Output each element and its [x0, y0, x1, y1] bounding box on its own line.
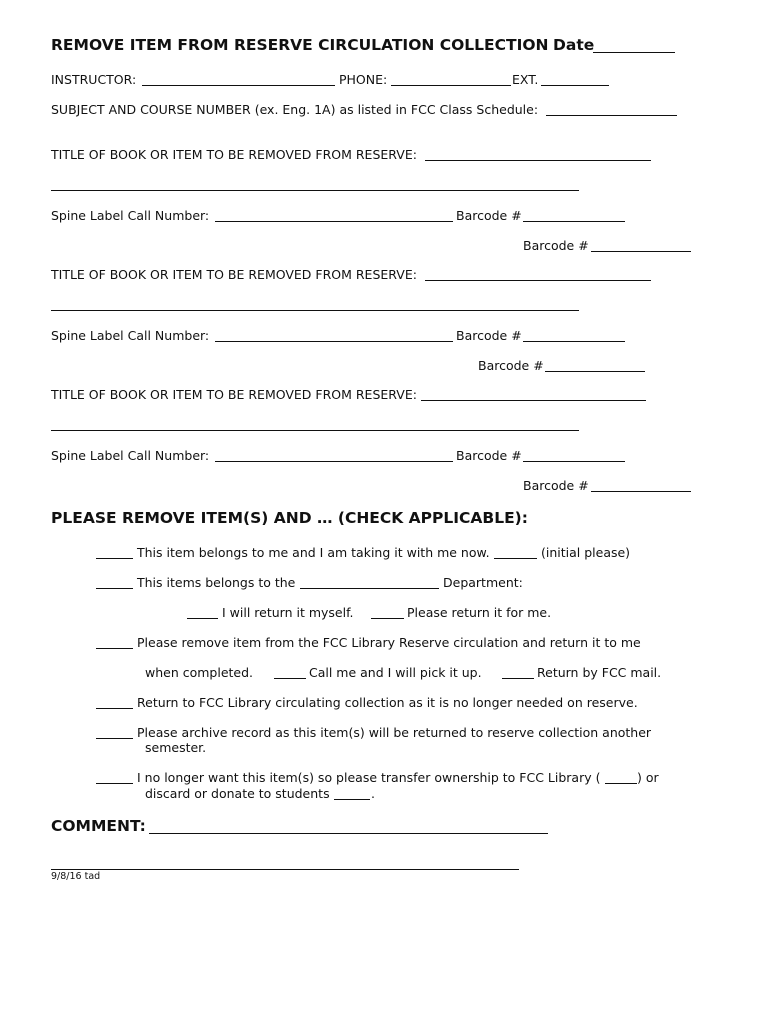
item-3-spine-field[interactable] — [215, 461, 453, 462]
option-3-text: Please remove item from the FCC Library Reserve circulation and return it to me — [137, 635, 641, 650]
option-1-text: This item belongs to me and I am taking it with me now. — [137, 545, 490, 560]
item-2-title-label: TITLE OF BOOK OR ITEM TO BE REMOVED FROM RESERVE: — [51, 267, 417, 282]
option-6-text-end: ) or — [637, 770, 659, 785]
option-6-text-continued: discard or donate to students — [145, 786, 330, 801]
option-2-department-label: Department: — [443, 575, 523, 590]
item-3-barcode-2-field[interactable] — [591, 491, 691, 492]
item-3-barcode-2-label: Barcode # — [523, 478, 589, 493]
item-2-barcode-label: Barcode # — [456, 328, 522, 343]
item-2-spine-label: Spine Label Call Number: — [51, 328, 210, 343]
option-5-text-continued: semester. — [145, 740, 207, 755]
option-3-sub-1-text: Call me and I will pick it up. — [309, 665, 482, 680]
option-2-sub-2-text: Please return it for me. — [407, 605, 552, 620]
option-3-when-text: when completed. — [145, 665, 254, 680]
ext-label: EXT. — [512, 72, 539, 87]
comment-label: COMMENT: — [51, 817, 146, 835]
item-1-title-label: TITLE OF BOOK OR ITEM TO BE REMOVED FROM RESERVE: — [51, 147, 417, 162]
option-4-checkbox-line[interactable] — [96, 708, 133, 709]
option-3-sub-1-checkbox-line[interactable] — [274, 678, 306, 679]
item-3-title-field[interactable] — [421, 400, 646, 401]
phone-label: PHONE: — [339, 72, 388, 87]
option-4-text: Return to FCC Library circulating collection as it is no longer needed on reserve. — [137, 695, 638, 710]
option-1-checkbox-line[interactable] — [96, 558, 133, 559]
item-1-barcode-2-field[interactable] — [591, 251, 691, 252]
item-1-barcode-label: Barcode # — [456, 208, 522, 223]
option-6-students-initial-field[interactable] — [334, 799, 370, 800]
footer-divider — [51, 869, 519, 870]
option-6-checkbox-line[interactable] — [96, 783, 133, 784]
item-2-barcode-field[interactable] — [523, 341, 625, 342]
item-3-barcode-field[interactable] — [523, 461, 625, 462]
item-1-title-field-continued[interactable] — [51, 190, 579, 191]
option-3-sub-2-text: Return by FCC mail. — [537, 665, 662, 680]
option-2-department-field[interactable] — [300, 588, 439, 589]
phone-field[interactable] — [391, 85, 511, 86]
option-6-text-continued-end: . — [371, 786, 375, 801]
item-2-title-field-continued[interactable] — [51, 310, 579, 311]
option-5-text: Please archive record as this item(s) will be returned to reserve collection another — [137, 725, 652, 740]
option-5-checkbox-line[interactable] — [96, 738, 133, 739]
instructor-label: INSTRUCTOR: — [51, 72, 137, 87]
revision-note: 9/8/16 tad — [51, 871, 101, 882]
date-field[interactable] — [593, 52, 675, 53]
option-2-text: This items belongs to the — [137, 575, 296, 590]
option-2-sub-2-checkbox-line[interactable] — [371, 618, 404, 619]
item-2-barcode-2-field[interactable] — [545, 371, 645, 372]
option-2-sub-1-checkbox-line[interactable] — [187, 618, 218, 619]
item-3-barcode-label: Barcode # — [456, 448, 522, 463]
option-3-checkbox-line[interactable] — [96, 648, 133, 649]
option-6-text: I no longer want this item(s) so please transfer ownership to FCC Library ( — [137, 770, 601, 785]
comment-field[interactable] — [149, 833, 548, 834]
item-3-title-label: TITLE OF BOOK OR ITEM TO BE REMOVED FROM RESERVE: — [51, 387, 417, 402]
option-2-checkbox-line[interactable] — [96, 588, 133, 589]
item-2-spine-field[interactable] — [215, 341, 453, 342]
option-3-sub-2-checkbox-line[interactable] — [502, 678, 534, 679]
options-heading: PLEASE REMOVE ITEM(S) AND … (CHECK APPLICABLE): — [51, 509, 528, 527]
item-1-spine-field[interactable] — [215, 221, 453, 222]
subject-label: SUBJECT AND COURSE NUMBER (ex. Eng. 1A) as listed in FCC Class Schedule: — [51, 102, 539, 117]
instructor-field[interactable] — [142, 85, 335, 86]
item-1-title-field[interactable] — [425, 160, 651, 161]
item-2-title-field[interactable] — [425, 280, 651, 281]
item-1-spine-label: Spine Label Call Number: — [51, 208, 210, 223]
option-6-library-initial-field[interactable] — [605, 783, 637, 784]
item-1-barcode-field[interactable] — [523, 221, 625, 222]
form-title: REMOVE ITEM FROM RESERVE CIRCULATION COLLECTION — [51, 36, 549, 54]
item-1-barcode-2-label: Barcode # — [523, 238, 589, 253]
ext-field[interactable] — [541, 85, 609, 86]
option-2-sub-1-text: I will return it myself. — [222, 605, 354, 620]
item-2-barcode-2-label: Barcode # — [478, 358, 544, 373]
option-1-initial-field[interactable] — [494, 558, 537, 559]
date-label: Date — [553, 36, 595, 54]
item-3-title-field-continued[interactable] — [51, 430, 579, 431]
subject-field[interactable] — [546, 115, 677, 116]
item-3-spine-label: Spine Label Call Number: — [51, 448, 210, 463]
option-1-initial-note: (initial please) — [541, 545, 631, 560]
